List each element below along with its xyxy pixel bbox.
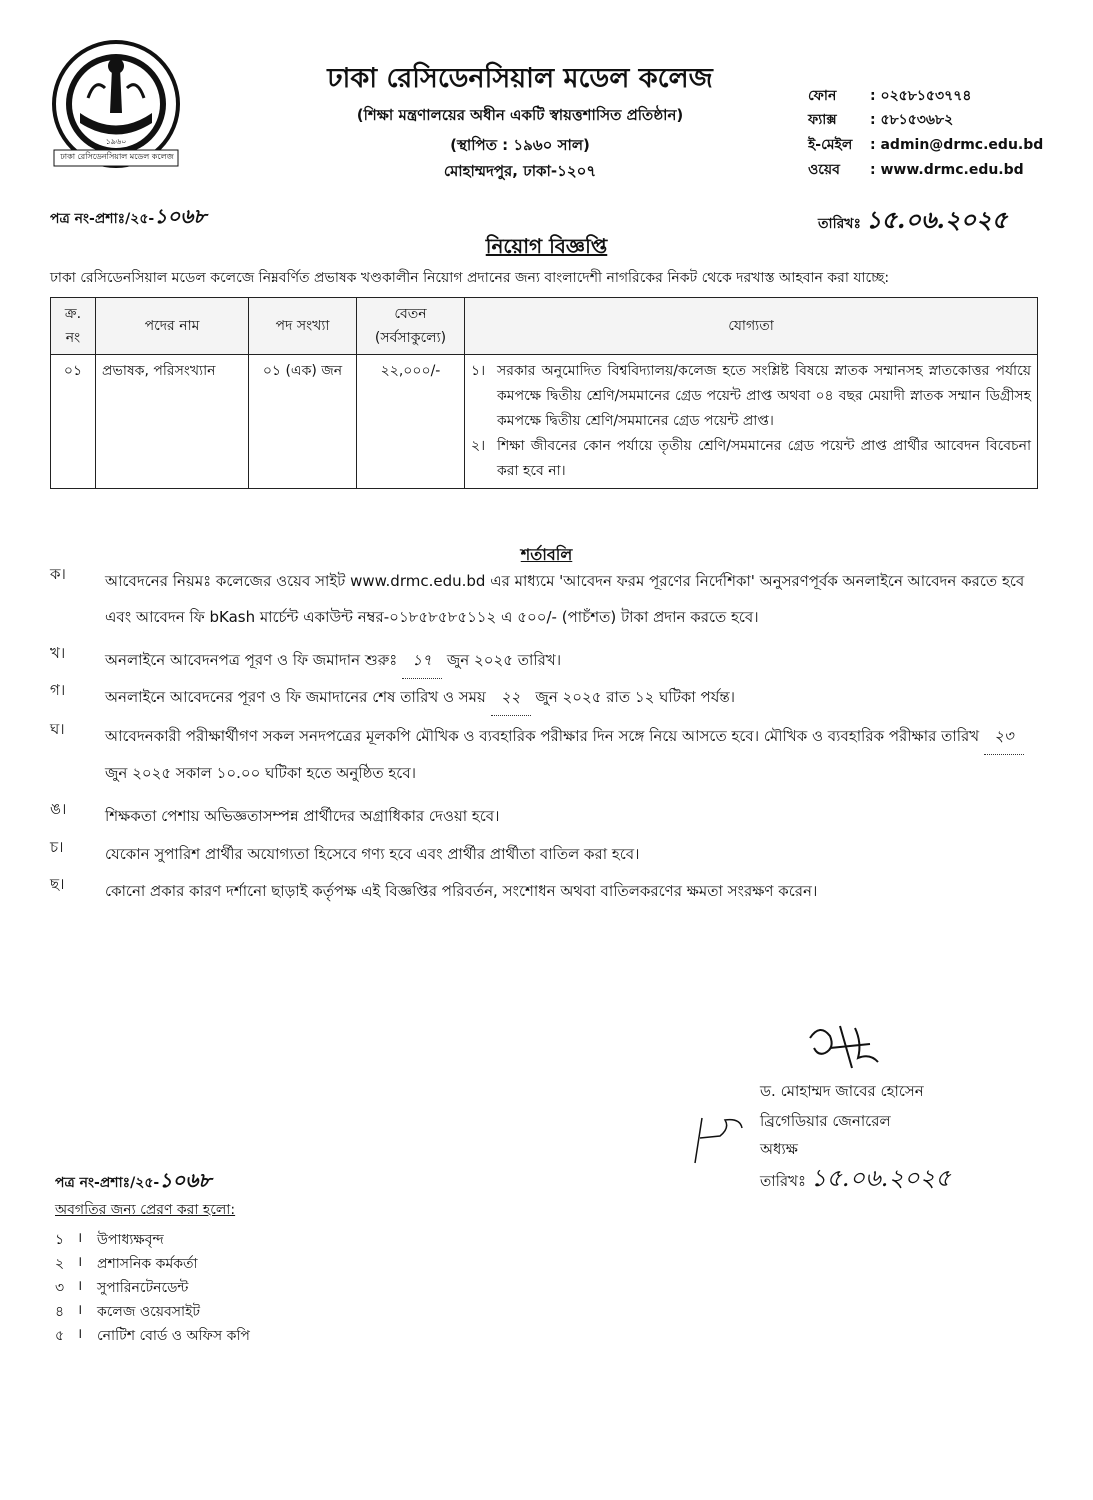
filled-date: ১৭ bbox=[402, 642, 442, 679]
memo-reference: পত্র নং-প্রশাঃ/২৫-১০৬৮ bbox=[50, 204, 207, 228]
col-count: পদ সংখ্যা bbox=[249, 298, 357, 355]
signatory-date: তারিখঃ ১৫.০৬.২০২৫ bbox=[760, 1164, 951, 1192]
recipient-list bbox=[55, 1228, 250, 1348]
notice-title: নিয়োগ বিজ্ঞপ্তি bbox=[485, 234, 608, 258]
principal-signature bbox=[800, 1018, 890, 1077]
term-item: ক। আবেদনের নিয়মঃ কলেজের ওয়েব সাইট www.drmc.edu.bd এর মাধ্যমে 'আবেদন ফরম পূরণের নির্দেশিকা' অনুসরণপূর্বক অনলাইনে আবেদন করতে হবে এবং আবেদন ফি bKash মার্চেন্ট একাউন্ট নম্বর-০১৮৫৮৫৮৫১১২ এ ৫০০/- (পাচঁশত) টাকা প্রদান করতে হবে। bbox=[50, 565, 1025, 626]
cell-salary: ২২,০০০/- bbox=[357, 355, 465, 489]
memo-ref-number: ১০৬৮ bbox=[154, 204, 207, 228]
college-emblem bbox=[50, 38, 182, 170]
cell-post: প্রভাষক, পরিসংখ্যান bbox=[96, 355, 249, 489]
list-item: ২ । প্রশাসনিক কর্মকর্তা bbox=[55, 1254, 198, 1272]
signatory-name: ড. মোহাম্মদ জাবের হোসেন bbox=[760, 1082, 924, 1100]
cell-count: ০১ (এক) জন bbox=[249, 355, 357, 489]
forward-reference: পত্র নং-প্রশাঃ/২৫-১০৬৮ bbox=[55, 1168, 212, 1192]
institution-subtitle: (শিক্ষা মন্ত্রণালয়ের অধীন একটি স্বায়ত্তশাসিত প্রতিষ্ঠান) bbox=[356, 106, 684, 124]
table-header-row bbox=[51, 298, 1038, 355]
filled-date: ২২ bbox=[491, 679, 531, 716]
list-item: ৩ । সুপারিনটেনডেন্ট bbox=[55, 1278, 189, 1296]
col-salary: বেতন (সর্বসাকুল্যে) bbox=[357, 298, 465, 355]
col-post: পদের নাম bbox=[96, 298, 249, 355]
initial-mark bbox=[690, 1108, 750, 1172]
col-serial: ক্র. নং bbox=[51, 298, 96, 355]
list-item: ৪ । কলেজ ওয়েবসাইট bbox=[55, 1302, 201, 1320]
vacancy-table bbox=[50, 297, 1038, 489]
established-year: (স্থাপিত : ১৯৬০ সাল) bbox=[450, 136, 590, 154]
list-item: ১ । উপাধ্যক্ষবৃন্দ bbox=[55, 1230, 164, 1248]
col-qualification: যোগ্যতা bbox=[465, 298, 1038, 355]
contact-email: ই-মেইল : admin@drmc.edu.bd bbox=[808, 137, 1044, 153]
signatory-date-value: ১৫.০৬.২০২৫ bbox=[810, 1164, 951, 1192]
signatory-rank: ব্রিগেডিয়ার জেনারেল bbox=[760, 1112, 891, 1130]
term-item: ঙ। শিক্ষকতা পেশায় অভিজ্ঞতাসম্পন্ন প্রার্থীদের অগ্রাধিকার দেওয়া হবে। bbox=[50, 800, 500, 825]
memo-date: তারিখঃ ১৫.০৬.২০২৫ bbox=[818, 205, 1008, 234]
cell-qualification bbox=[465, 355, 1038, 489]
term-item: গ। অনলাইনে আবেদনের পূরণ ও ফি জমাদানের শেষ তারিখ ও সময় ২২ জুন ২০২৫ রাত ১২ ঘটিকা পর্যন্ত। bbox=[50, 679, 1040, 716]
term-item: চ। যেকোন সুপারিশ প্রার্থীর অযোগ্যতা হিসেবে গণ্য হবে এবং প্রার্থীর প্রার্থীতা বাতিল করা হবে। bbox=[50, 838, 640, 863]
table-row bbox=[51, 355, 1038, 489]
contact-fax: ফ্যাক্স : ৫৮১৫৩৬৮২ bbox=[808, 112, 954, 128]
qualification-item: ১। সরকার অনুমোদিত বিশ্ববিদ্যালয়/কলেজ হতে সংশ্লিষ্ট বিষয়ে স্নাতক সম্মানসহ স্নাতকোত্তর পর্যায়ে কমপক্ষে দ্বিতীয় শ্রেণি/সমমানের গ্রেড পয়েন্ট প্রাপ্ত অথবা ০৪ বছর মেয়াদী স্নাতক সম্মান ডিগ্রীসহ কমপক্ষে দ্বিতীয় শ্রেণি/সমমানের গ্রেড পয়েন্ট প্রাপ্ত। bbox=[471, 363, 1031, 429]
qualification-item: ২। শিক্ষা জীবনের কোন পর্যায়ে তৃতীয় শ্রেণি/সমমানের গ্রেড পয়েন্ট প্রাপ্ত প্রার্থীর আবেদন বিবেচনা করা হবে না। bbox=[471, 438, 1031, 479]
emblem-year: ১৯৬০ bbox=[105, 137, 127, 146]
filled-date: ২৩ bbox=[984, 718, 1024, 755]
institution-name: ঢাকা রেসিডেনসিয়াল মডেল কলেজ bbox=[327, 63, 713, 94]
forward-heading: অবগতির জন্য প্রেরণ করা হলো: bbox=[55, 1202, 236, 1218]
term-item: খ। অনলাইনে আবেদনপত্র পূরণ ও ফি জমাদান শুরুঃ ১৭ জুন ২০২৫ তারিখ। bbox=[50, 642, 1040, 679]
institution-address: মোহাম্মদপুর, ঢাকা-১২০৭ bbox=[443, 162, 597, 180]
terms-title: শর্তাবলি bbox=[520, 545, 573, 564]
notice-intro: ঢাকা রেসিডেনসিয়াল মডেল কলেজে নিম্নবর্ণিত প্রভাষক খণ্ডকালীন নিয়োগ প্রদানের জন্য বাংলাদেশী নাগরিকের নিকট থেকে দরখাস্ত আহবান করা যাচ্ছে: bbox=[50, 270, 890, 286]
contact-phone: ফোন : ০২৫৮১৫৩৭৭৪ bbox=[808, 88, 972, 104]
memo-date-value: ১৫.০৬.২০২৫ bbox=[865, 205, 1008, 234]
emblem-text: ঢাকা রেসিডেনসিয়াল মডেল কলেজ bbox=[60, 152, 174, 161]
cell-serial: ০১ bbox=[51, 355, 96, 489]
list-item: ৫ । নোটিশ বোর্ড ও অফিস কপি bbox=[55, 1326, 250, 1344]
term-item: ঘ। আবেদনকারী পরীক্ষার্থীগণ সকল সনদপত্রের মূলকপি মৌখিক ও ব্যবহারিক পরীক্ষার দিন সঙ্গে নিয়ে আসতে হবে। মৌখিক ও ব্যবহারিক পরীক্ষার তারিখ ২৩ জুন ২০২৫ সকাল ১০.০০ ঘটিকা হতে অনুষ্ঠিত হবে। bbox=[50, 718, 1040, 791]
contact-web: ওয়েব : www.drmc.edu.bd bbox=[808, 162, 1024, 178]
forward-ref-number: ১০৬৮ bbox=[159, 1168, 212, 1192]
term-item: ছ। কোনো প্রকার কারণ দর্শানো ছাড়াই কর্তৃপক্ষ এই বিজ্ঞপ্তির পরিবর্তন, সংশোধন অথবা বাতিলকরণের ক্ষমতা সংরক্ষণ করেন। bbox=[50, 875, 818, 900]
signatory-title: অধ্যক্ষ bbox=[760, 1140, 798, 1158]
